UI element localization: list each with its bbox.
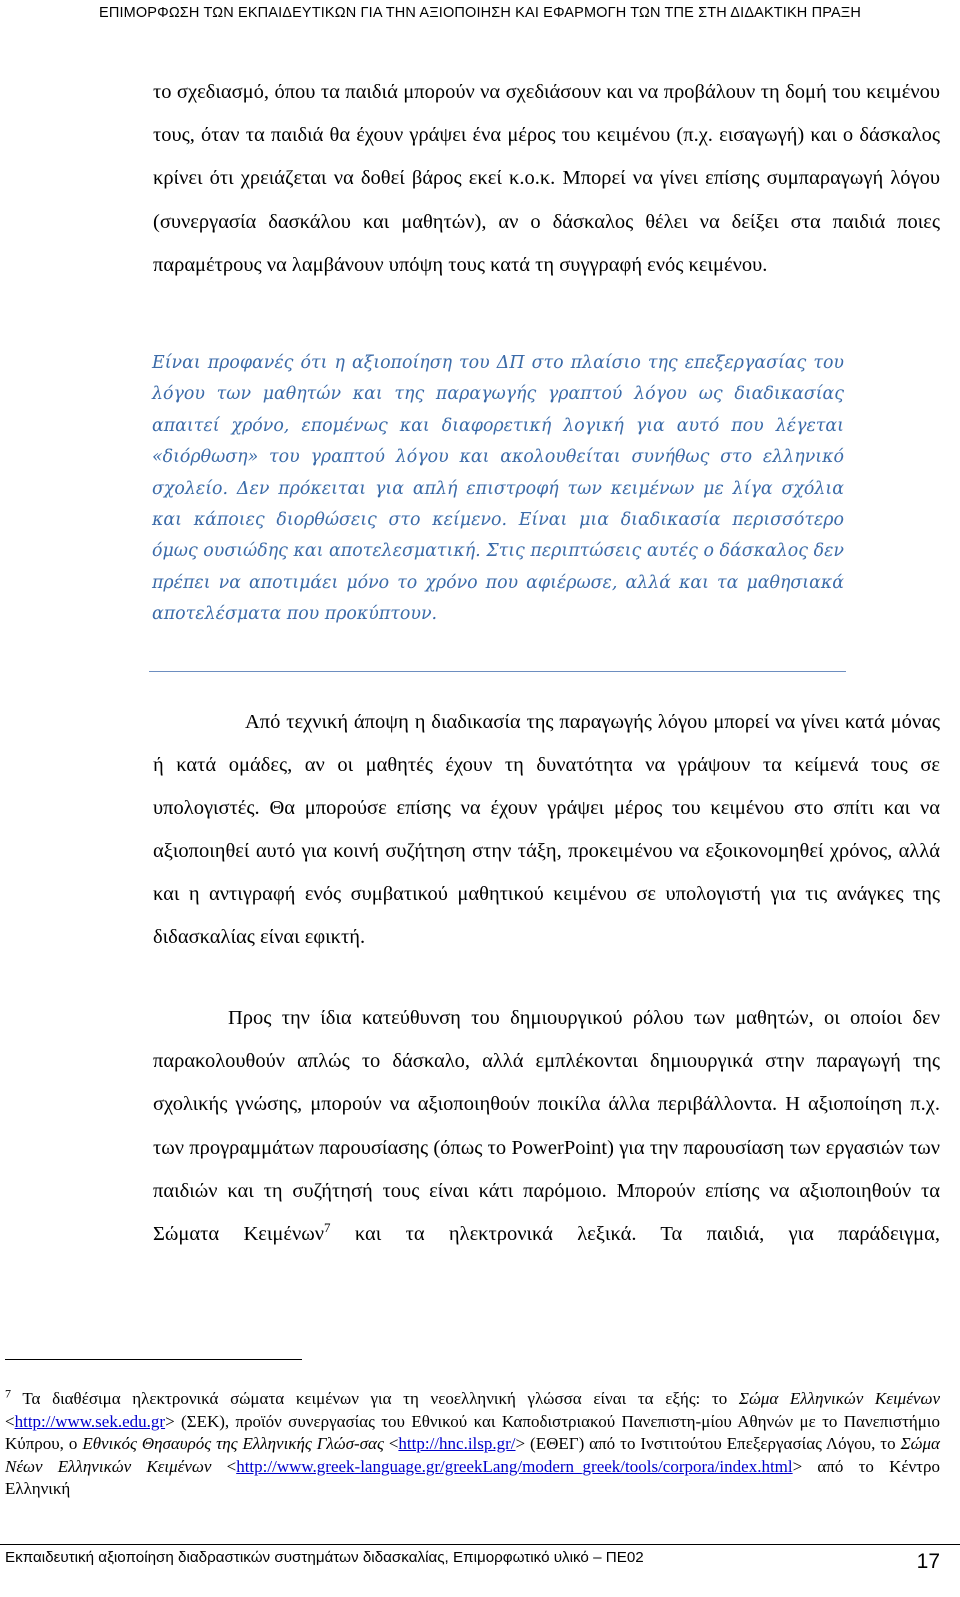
footer-title: Εκπαιδευτική αξιοποίηση διαδραστικών συστημάτων διδασκαλίας, Επιμορφωτικό υλικό – ΠΕ02 <box>5 1549 644 1566</box>
quote-divider <box>149 671 846 672</box>
corpus-name-hnc: Εθνικός Θησαυρός της Ελληνικής Γλώσ-σας <box>82 1434 384 1454</box>
paragraph-2-text: Από τεχνική άποψη η διαδικασία της παραγωγής λόγου μπορεί να γίνει κατά μόνας ή κατά ομάδες, αν οι μαθητές έχουν τη δυνατότητα να γράψουν τα κείμενά τους σε υπολογιστές. Θα μπορούσε επίσης να έχουν γράψει μέρος του κειμένου στο σπίτι και να αξιοποιηθεί αυτό για κοινή συζήτηση στην τάξη, προκειμένου να εξοικονομηθεί χρόνος, αλλά και η αντιγραφή ενός συμβατικού μαθητικού κειμένου σε υπολογιστή για τις ανάγκες της διδασκαλίας είναι εφικτή. <box>153 711 940 948</box>
footnote-text-4: < <box>383 1434 399 1454</box>
footnote-text-5: > (ΕΘΕΓ) από το Ινστιτούτου Επεξεργασίας Λόγου, το <box>515 1434 901 1454</box>
link-greek-language[interactable]: http://www.greek-language.gr/greekLang/modern_greek/tools/corpora/index.html <box>236 1456 793 1476</box>
paragraph-3-text-a: Προς την ίδια κατεύθυνση του δημιουργικού ρόλου των μαθητών, οι οποίοι δεν παρακολουθούν απλώς το δάσκαλο, αλλά εμπλέκονται δημιουργικά στην παραγωγή της σχολικής γνώσης, μπορούν να αξιοποιηθούν ποικίλα άλλα περιβάλλοντα. Η αξιοποίηση π.χ. των προγραμμάτων παρουσίασης (όπως το PowerPoint) για την παρουσίαση των εργασιών των παιδιών και τη συζήτησή τους είναι κάτι παρόμοιο. Μπορούν επίσης να αξιοποιηθούν τα Σώματα Κειμένων <box>153 1007 940 1246</box>
footnote-reference[interactable]: 7 <box>324 1220 331 1236</box>
corpus-name-sek: Σώμα Ελληνικών Κειμένων <box>738 1389 940 1408</box>
footer-divider <box>0 1544 960 1545</box>
footnote-text-7: > από το Κέντρο Ελληνική <box>5 1456 940 1499</box>
page-number: 17 <box>916 1550 940 1573</box>
footnote-text <box>5 1388 940 1501</box>
paragraph-1 <box>153 71 940 287</box>
footnote-number: 7 <box>5 1386 11 1401</box>
footnote <box>5 1388 940 1501</box>
highlight-quote <box>152 348 844 631</box>
running-header: ΕΠΙΜΟΡΦΩΣΗ ΤΩΝ ΕΚΠΑΙΔΕΥΤΙΚΩΝ ΓΙΑ ΤΗΝ ΑΞΙΟΠΟΙΗΣΗ ΚΑΙ ΕΦΑΡΜΟΓΗ ΤΩΝ ΤΠΕ ΣΤΗ ΔΙΔΑΚΤΙΚΗ ΠΡΑΞΗ <box>99 5 861 21</box>
paragraph-1-text: το σχεδιασμό, όπου τα παιδιά μπορούν να σχεδιάσουν και να προβάλουν τη δομή του κειμένου τους, όταν τα παιδιά θα έχουν γράψει ένα μέρος του κειμένου (π.χ. εισαγωγή) και ο δάσκαλος κρίνει ότι χρειάζεται να δοθεί βάρος εκεί κ.ο.κ. Μπορεί να γίνει επίσης συμπαραγωγή λόγου (συνεργασία δασκάλου και μαθητών), αν ο δάσκαλος θέλει να δείξει στα παιδιά ποιες παραμέτρους να λαμβάνουν υπόψη τους κατά τη συγγραφή ενός κειμένου. <box>153 81 940 276</box>
footnote-text-2: < <box>5 1411 15 1431</box>
link-hnc[interactable]: http://hnc.ilsp.gr/ <box>398 1434 516 1454</box>
highlight-quote-text: Είναι προφανές ότι η αξιοποίηση του ΔΠ στο πλαίσιο της επεξεργασίας του λόγου των μαθητών και της παραγωγής γραπτού λόγου ως διαδικασίας απαιτεί χρόνο, επομένως και διαφορετική λογική για αυτό που λέγεται «διόρθωση» του γραπτού λόγου και ακολουθείται συνήθως στο ελληνικό σχολείο. Δεν πρόκειται για απλή επιστροφή των κειμένων με λίγα σχόλια και κάποιες διορθώσεις στο κείμενο. Είναι μια διαδικασία περισσότερο όμως ουσιώδης και αποτελεσματική. Στις περιπτώσεις αυτές ο δάσκαλος δεν πρέπει να αποτιμάει μόνο το χρόνο που αφιέρωσε, αλλά και τα μαθησιακά αποτελέσματα που προκύπτουν. <box>152 353 844 625</box>
paragraph-3-text-b: και τα ηλεκτρονικά λεξικά. Τα παιδιά, για παράδειγμα, <box>330 1223 940 1246</box>
footnote-text-3: > (ΣΕΚ), προϊόν συνεργασίας του Εθνικού και Καποδιστριακού Πανεπιστη-μίου Αθηνών με το Πανεπιστήμιο Κύπρου, ο <box>5 1411 940 1454</box>
paragraph-2 <box>153 701 940 959</box>
footnote-separator <box>5 1359 302 1360</box>
paragraph-3 <box>153 997 940 1256</box>
footnote-text-6: < <box>211 1456 237 1476</box>
footnote-text-1: Τα διαθέσιμα ηλεκτρονικά σώματα κειμένων για τη νεοελληνική γλώσσα είναι τα εξής: το <box>11 1389 739 1408</box>
link-sek[interactable]: http://www.sek.edu.gr <box>14 1411 166 1431</box>
corpus-name-modern-greek: Σώμα Νέων Ελληνικών Κειμένων <box>5 1434 940 1476</box>
paragraph-3-text <box>153 997 940 1256</box>
